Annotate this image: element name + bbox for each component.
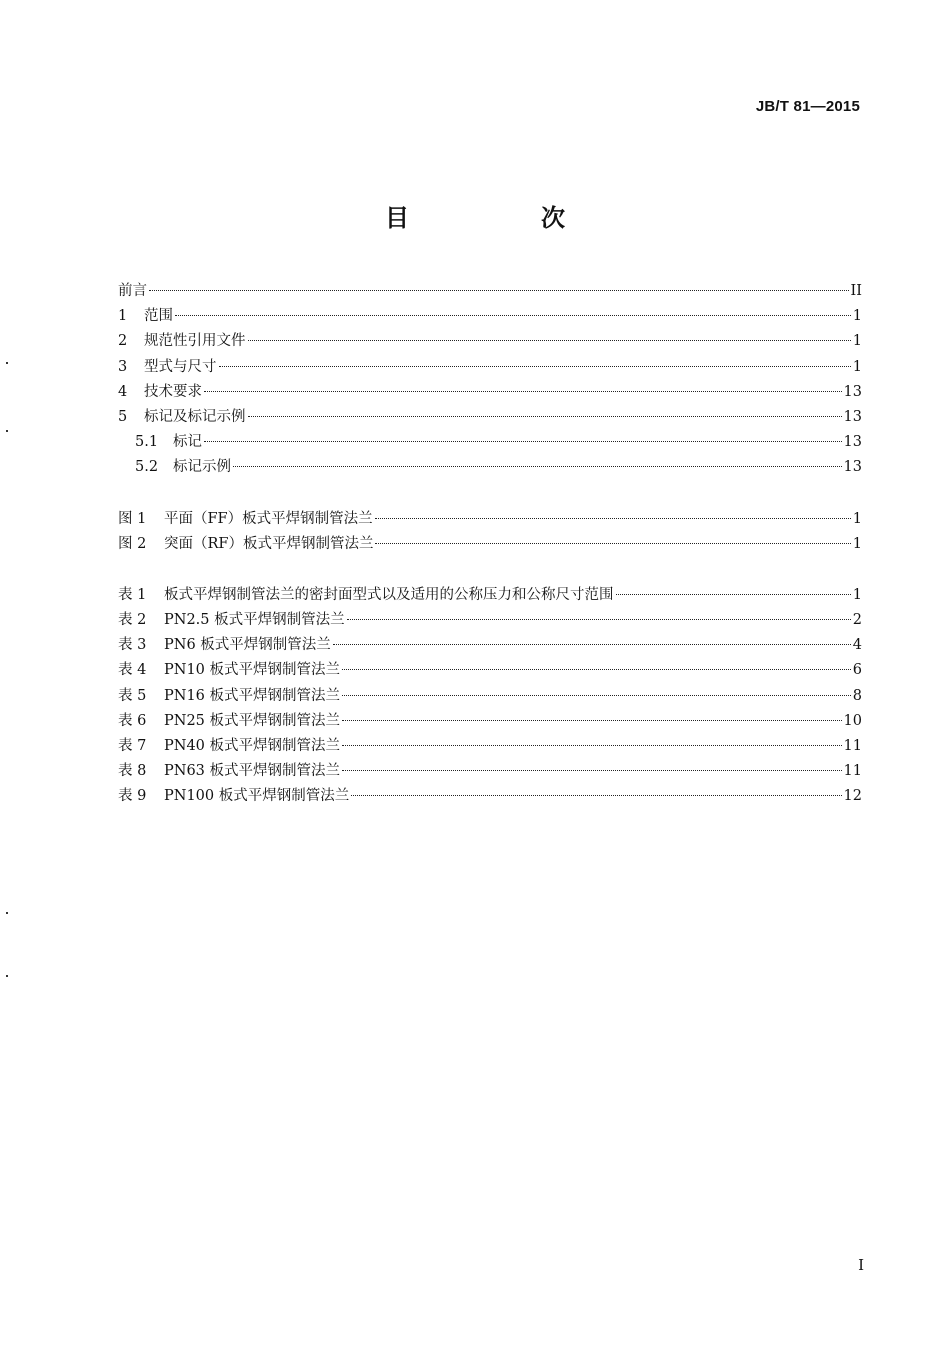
- toc-entry-page: 13: [843, 434, 862, 451]
- toc-entry-technical-requirements[interactable]: [118, 380, 862, 405]
- toc-entry-page: 12: [843, 788, 862, 805]
- toc-entry-number: 5.1: [135, 434, 159, 451]
- toc-entry-number: 2: [118, 333, 128, 350]
- toc-entry-label: 标记示例: [173, 459, 231, 476]
- toc-entry-page: 11: [843, 738, 862, 754]
- section-spacer: [118, 481, 862, 507]
- toc-entry-number: 表 5: [118, 687, 147, 704]
- scan-artifact: [6, 430, 8, 432]
- toc-entry-label: 标记及标记示例: [144, 408, 246, 425]
- toc-entry-number: 表 8: [118, 763, 147, 780]
- dot-leader: [342, 669, 851, 670]
- toc-entry-page: 1: [852, 308, 862, 325]
- toc-entry-scope[interactable]: [118, 304, 862, 329]
- toc-entry-number: 3: [118, 358, 128, 375]
- toc-entry-page: 13: [843, 459, 862, 476]
- toc-entry-page: 6: [852, 662, 862, 679]
- toc-entry-number: 图 1: [118, 510, 147, 527]
- toc-entry-label: PN63 板式平焊钢制管法兰: [164, 763, 341, 780]
- dot-leader: [219, 366, 851, 367]
- toc-entry-number: 表 9: [118, 788, 147, 805]
- dot-leader: [248, 416, 842, 417]
- toc-entry-label: PN10 板式平焊钢制管法兰: [164, 662, 341, 679]
- toc-entry-label: PN100 板式平焊钢制管法兰: [164, 788, 350, 805]
- toc-entry-page: 11: [843, 763, 862, 780]
- toc-entry-normative-references[interactable]: [118, 329, 862, 354]
- table-of-contents: [118, 279, 862, 810]
- dot-leader: [347, 619, 851, 620]
- toc-entry-table-8[interactable]: [118, 759, 862, 784]
- toc-entry-table-5[interactable]: [118, 684, 862, 709]
- dot-leader: [342, 720, 842, 721]
- scan-artifact: [6, 975, 8, 977]
- scan-artifact: [6, 912, 8, 914]
- toc-entry-number: 4: [118, 383, 128, 400]
- toc-entry-label: PN16 板式平焊钢制管法兰: [164, 687, 341, 704]
- toc-entry-page: 4: [852, 637, 862, 654]
- dot-leader: [375, 543, 850, 544]
- toc-entry-page: 2: [852, 612, 862, 629]
- dot-leader: [375, 518, 851, 519]
- toc-entry-page: 1: [852, 586, 862, 603]
- toc-entry-label: 板式平焊钢制管法兰的密封面型式以及适用的公称压力和公称尺寸范围: [164, 586, 614, 603]
- toc-entry-label: PN6 板式平焊钢制管法兰: [164, 637, 331, 654]
- toc-entry-preface[interactable]: [118, 279, 862, 304]
- toc-entry-types-and-dimensions[interactable]: [118, 355, 862, 380]
- toc-entry-number: 5: [118, 408, 128, 425]
- toc-entry-page: 13: [843, 408, 862, 425]
- dot-leader: [342, 695, 851, 696]
- dot-leader: [616, 594, 851, 595]
- toc-entry-label: 技术要求: [144, 383, 202, 400]
- toc-entry-label: PN40 板式平焊钢制管法兰: [164, 738, 341, 754]
- toc-entry-page: 1: [852, 535, 862, 552]
- dot-leader: [233, 466, 842, 467]
- document-code: JB/T 81—2015: [755, 98, 860, 115]
- toc-entry-number: 表 6: [118, 712, 147, 729]
- toc-entry-page: 13: [843, 383, 862, 400]
- toc-entry-figure-2[interactable]: [118, 532, 862, 557]
- toc-entry-page: 1: [852, 333, 862, 350]
- dot-leader: [248, 340, 851, 341]
- toc-entry-label: 型式与尺寸: [144, 358, 217, 375]
- dot-leader: [149, 290, 849, 291]
- dot-leader: [342, 770, 842, 771]
- toc-entry-label: 规范性引用文件: [144, 333, 246, 350]
- toc-entry-table-1[interactable]: [118, 583, 862, 608]
- toc-entry-label: 平面（FF）板式平焊钢制管法兰: [164, 510, 373, 527]
- dot-leader: [204, 391, 842, 392]
- section-spacer: [118, 557, 862, 583]
- page-number: I: [858, 1256, 864, 1274]
- toc-entry-table-4[interactable]: [118, 658, 862, 683]
- page-title: 目 次: [385, 204, 619, 232]
- toc-entry-number: 表 3: [118, 637, 147, 654]
- toc-entry-table-3[interactable]: [118, 633, 862, 658]
- toc-entry-number: 5.2: [135, 459, 159, 476]
- toc-entry-number: 1: [118, 308, 128, 325]
- dot-leader: [333, 644, 851, 645]
- toc-entry-label: 突面（RF）板式平焊钢制管法兰: [164, 535, 374, 552]
- toc-entry-number: 表 2: [118, 612, 147, 629]
- toc-entry-page: 8: [852, 687, 862, 704]
- toc-entry-page: 1: [852, 358, 862, 375]
- toc-entry-table-9[interactable]: [118, 784, 862, 809]
- toc-entry-page: 1: [852, 510, 862, 527]
- toc-entry-label: PN2.5 板式平焊钢制管法兰: [164, 612, 345, 629]
- toc-entry-number: 图 2: [118, 535, 147, 552]
- toc-entry-table-2[interactable]: [118, 608, 862, 633]
- dot-leader: [204, 441, 842, 442]
- toc-entry-figure-1[interactable]: [118, 507, 862, 532]
- toc-entry-label: 标记: [173, 434, 202, 451]
- toc-entry-number: 表 7: [118, 738, 147, 754]
- toc-entry-label: PN25 板式平焊钢制管法兰: [164, 712, 341, 729]
- dot-leader: [175, 315, 851, 316]
- toc-entry-label: 前言: [118, 283, 147, 299]
- dot-leader: [342, 745, 842, 746]
- toc-entry-table-7[interactable]: [118, 734, 862, 759]
- toc-entry-marking[interactable]: [118, 405, 862, 430]
- toc-entry-label: 范围: [144, 308, 173, 325]
- scan-artifact: [6, 362, 8, 364]
- toc-entry-marking-example-5-2[interactable]: [118, 455, 862, 480]
- toc-entry-number: 表 1: [118, 586, 147, 603]
- dot-leader: [351, 795, 841, 796]
- toc-entry-number: 表 4: [118, 662, 147, 679]
- toc-entry-page: 10: [843, 712, 862, 729]
- toc-entry-page: II: [850, 283, 862, 299]
- toc-entry-marking-5-1[interactable]: [118, 430, 862, 455]
- toc-entry-table-6[interactable]: [118, 709, 862, 734]
